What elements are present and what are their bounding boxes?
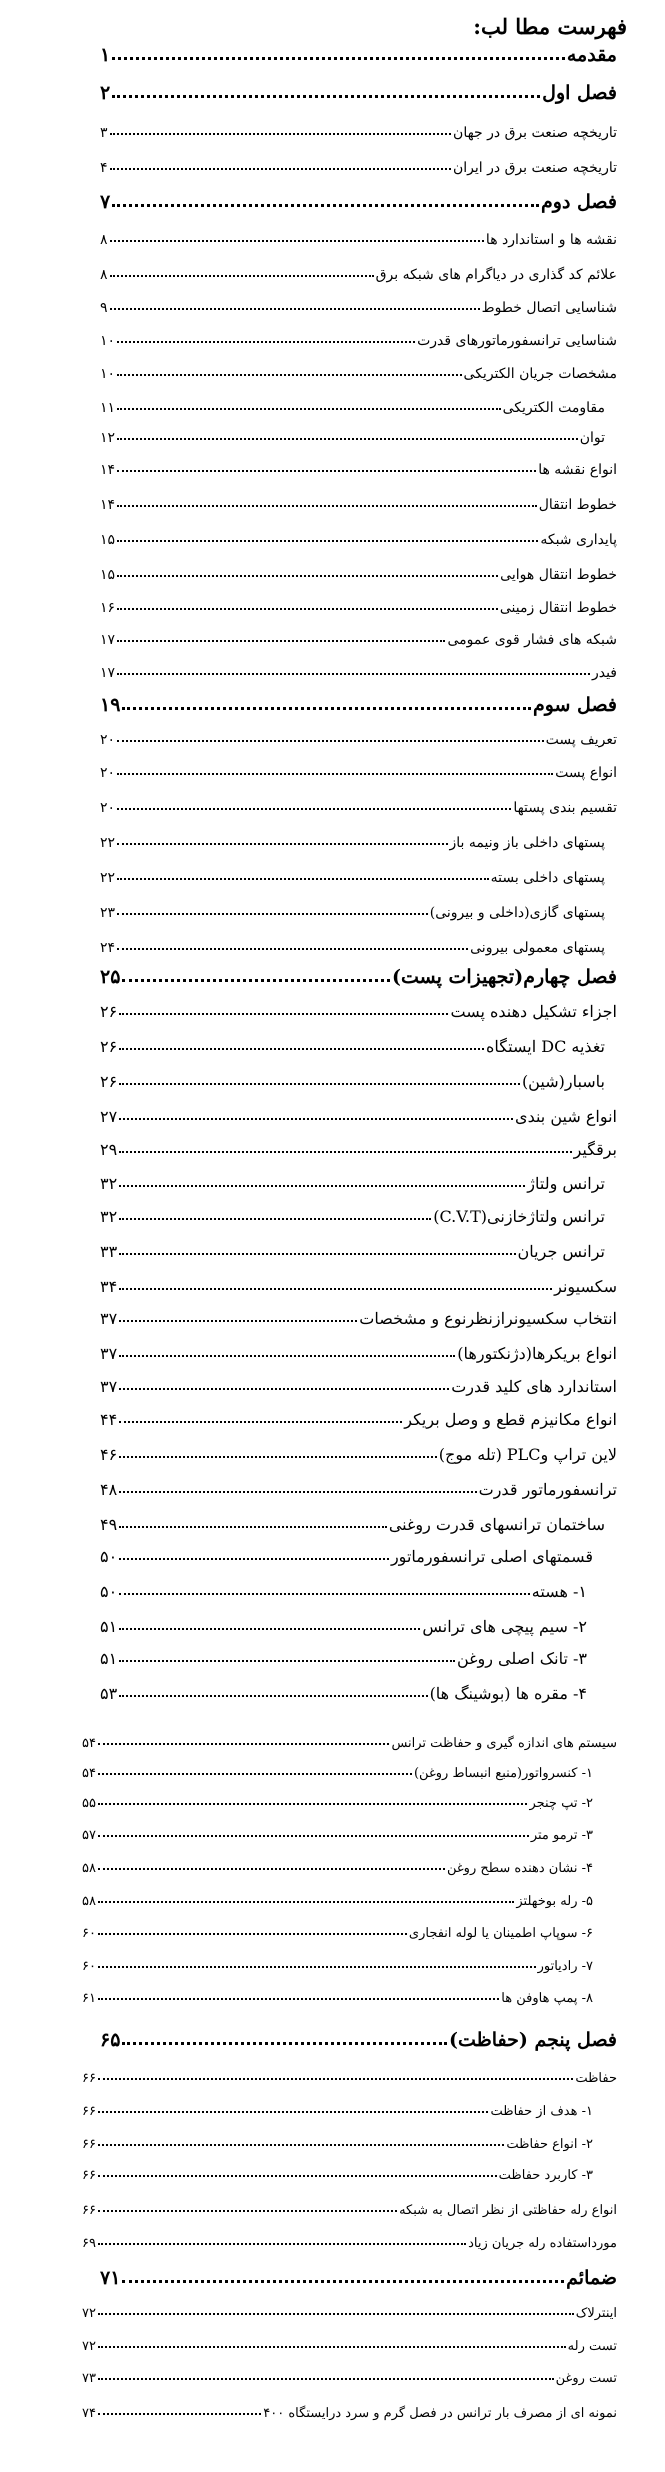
toc-page-number: ۲۶ — [100, 1002, 118, 1021]
toc-entry-title: قسمتهای اصلی ترانسفورماتور — [390, 1547, 593, 1566]
toc-page-number: ۱۵ — [100, 567, 116, 583]
dot-leader — [117, 913, 428, 915]
toc-entry-title: ۲- تپ چنجر — [529, 1796, 593, 1811]
toc-page-number: ۱۷ — [100, 665, 116, 681]
dot-leader — [117, 740, 544, 742]
toc-entry-title: ۴- نشان دهنده سطح روغن — [446, 1861, 593, 1876]
dot-leader — [119, 1628, 420, 1630]
toc-entry-row — [100, 755, 617, 785]
dot-leader — [122, 707, 531, 710]
toc-page-number: ۷ — [100, 191, 111, 213]
toc-entry-title: ۱- هسته — [531, 1582, 587, 1601]
toc-page-number: ۲۰ — [100, 800, 116, 816]
dot-leader — [119, 1660, 455, 1662]
toc-entry-title: انواع رله حفاظتی از نظر اتصال به شبکه — [399, 2203, 617, 2218]
toc-entry-title: ۶- سوپاپ اطمینان یا لوله انفجاری — [408, 1926, 593, 1941]
toc-chapter-row — [100, 187, 617, 217]
toc-entry-title: تغذیه DC ایستگاه — [486, 1037, 605, 1056]
dot-leader — [117, 948, 468, 950]
toc-page-number: ۳۴ — [100, 1277, 118, 1296]
dot-leader — [117, 773, 553, 775]
toc-entry-row — [100, 257, 617, 287]
toc-entry-row — [100, 1642, 587, 1672]
toc-page-number: ۴۴ — [100, 1410, 118, 1429]
toc-page-number: ۲۲ — [100, 870, 116, 886]
toc-entry-title: علائم کد گذاری در دیاگرام های شبکه برق — [375, 267, 617, 283]
toc-entry-row — [100, 390, 605, 420]
toc-entry-title: ۸- پمپ هاوفن ها — [501, 1991, 593, 2006]
dot-leader — [98, 1966, 536, 1968]
toc-entry-title: مشخصات جریان الکتریکی — [463, 366, 617, 382]
toc-entry-title: خطوط انتقال زمینی — [499, 600, 617, 616]
toc-page-number: ۵۰ — [100, 1547, 118, 1566]
dot-leader — [119, 1185, 525, 1187]
toc-page-number: ۲۹ — [100, 1140, 118, 1159]
toc-entry-title: تقسیم بندی پستها — [513, 800, 617, 816]
dot-leader — [122, 979, 390, 982]
toc-page-number: ۶۶ — [82, 2137, 96, 2152]
toc-entry-row — [82, 1850, 593, 1880]
dot-leader — [119, 1355, 455, 1357]
toc-entry-title: ساختمان ترانسهای قدرت روغنی — [388, 1515, 605, 1534]
toc-page-number: ۷۲ — [82, 2339, 96, 2354]
dot-leader — [110, 133, 452, 135]
toc-entry-row — [100, 1337, 617, 1367]
toc-page-number: ۶۰ — [82, 1926, 96, 1941]
toc-entry-row — [100, 860, 605, 890]
toc-entry-title: انواع پست — [555, 765, 617, 781]
dot-leader — [98, 1743, 389, 1745]
dot-leader — [119, 1218, 431, 1220]
toc-entry-row — [100, 790, 617, 820]
toc-page-number: ۱۰ — [100, 366, 116, 382]
toc-page-number: ۵۰ — [100, 1582, 118, 1601]
toc-entry-title: تاریخچه صنعت برق در ایران — [453, 160, 617, 176]
toc-entry-title: انواع نقشه ها — [538, 462, 617, 478]
toc-entry-title: ۳- ترمو متر — [530, 1828, 593, 1843]
toc-page-number: ۳۲ — [100, 1174, 118, 1193]
dot-leader — [117, 608, 498, 610]
toc-title: فهرست مطا لب: — [473, 14, 627, 39]
toc-entry-title: تاریخچه صنعت برق در جهان — [453, 125, 617, 141]
toc-entry-title: انتخاب سکسیونرازنظرنوع و مشخصات — [359, 1309, 617, 1328]
dot-leader — [98, 2346, 566, 2348]
toc-entry-row — [100, 452, 617, 482]
dot-leader — [112, 57, 565, 60]
dot-leader — [119, 1456, 437, 1458]
dot-leader — [117, 808, 511, 810]
toc-entry-row — [100, 290, 617, 320]
toc-page-number: ۹ — [100, 300, 108, 316]
dot-leader — [98, 1803, 527, 1805]
toc-entry-row — [82, 1755, 593, 1785]
dot-leader — [119, 1083, 520, 1085]
toc-page-number: ۵۴ — [82, 1766, 96, 1781]
dot-leader — [110, 240, 484, 242]
toc-entry-row — [82, 1980, 593, 2010]
dot-leader — [98, 2144, 504, 2146]
toc-page-number: ۴۶ — [100, 1445, 118, 1464]
toc-entry-title: ضمائم — [566, 2267, 617, 2289]
toc-entry-title: پستهای معمولی بیرونی — [470, 940, 605, 956]
toc-page-number: ۲ — [100, 82, 111, 104]
dot-leader — [98, 2078, 573, 2080]
toc-page-number: ۴۸ — [100, 1480, 118, 1499]
toc-entry-title: نمونه ای از مصرف بار ترانس در فصل گرم و سرد درایستگاه ۴۰۰ — [263, 2406, 617, 2421]
toc-entry-title: پستهای داخلی بسته — [490, 870, 605, 886]
toc-page-number: ۶۶ — [82, 2203, 96, 2218]
toc-entry-row — [82, 1883, 593, 1913]
toc-entry-row — [100, 1133, 617, 1163]
toc-entry-title: شناسایی ترانسفورماتورهای قدرت — [417, 333, 617, 349]
dot-leader — [98, 1868, 445, 1870]
dot-leader — [117, 878, 489, 880]
toc-page-number: ۷۲ — [82, 2306, 96, 2321]
toc-chapter-row — [100, 690, 617, 720]
toc-entry-title: ترانسفورماتور قدرت — [478, 1480, 617, 1499]
toc-entry-title: برقگیر — [573, 1140, 617, 1159]
toc-entry-title: تست رله — [567, 2339, 617, 2354]
toc-page-number: ۲۳ — [100, 905, 116, 921]
toc-entry-title: ۴- مقره ها (بوشینگ ها) — [429, 1684, 587, 1703]
toc-entry-row — [82, 2395, 617, 2425]
toc-entry-title: نقشه ها و استاندارد ها — [485, 232, 617, 248]
toc-entry-title: ترانس ولتاژخازنی(C.V.T) — [433, 1207, 605, 1226]
toc-entry-title: ۳- تانک اصلی روغن — [456, 1649, 587, 1668]
dot-leader — [119, 1288, 552, 1290]
dot-leader — [119, 1118, 513, 1120]
toc-page-number: ۵۱ — [100, 1649, 118, 1668]
dot-leader — [119, 1320, 357, 1322]
dot-leader — [98, 2313, 574, 2315]
toc-entry-title: انواع مکانیزم قطع و وصل بریکر — [404, 1410, 617, 1429]
dot-leader — [119, 1013, 448, 1015]
toc-page-number: ۷۳ — [82, 2371, 96, 2386]
dot-leader — [117, 341, 415, 343]
toc-page-number: ۸ — [100, 267, 108, 283]
dot-leader — [119, 1253, 515, 1255]
dot-leader — [119, 1491, 476, 1493]
dot-leader — [98, 1901, 514, 1903]
toc-entry-title: فصل دوم — [541, 191, 617, 213]
toc-entry-row — [82, 2328, 617, 2358]
toc-entry-title: انواع شین بندی — [515, 1107, 617, 1126]
toc-entry-title: فصل سوم — [532, 694, 617, 716]
toc-entry-row — [100, 115, 617, 145]
toc-chapter-row — [100, 40, 617, 70]
toc-page-number: ۵۸ — [82, 1894, 96, 1909]
toc-page-number: ۲۰ — [100, 765, 116, 781]
toc-entry-row — [82, 1817, 593, 1847]
toc-entry-row — [100, 1508, 605, 1538]
toc-entry-title: ترانس ولتاژ — [527, 1174, 605, 1193]
toc-page-number: ۲۰ — [100, 732, 116, 748]
toc-entry-row — [100, 1270, 617, 1300]
toc-entry-row — [82, 1915, 593, 1945]
toc-entry-row — [100, 1235, 605, 1265]
toc-entry-title: اینترلاک — [575, 2306, 617, 2321]
toc-entry-row — [100, 1065, 605, 1095]
toc-entry-title: لاین تراپ وPLC (تله موج) — [438, 1445, 617, 1464]
toc-page-number: ۱ — [100, 44, 111, 66]
toc-page-number: ۱۶ — [100, 600, 116, 616]
toc-page-number: ۱۴ — [100, 462, 116, 478]
dot-leader — [98, 1998, 499, 2000]
toc-page-number: ۲۴ — [100, 940, 116, 956]
toc-entry-title: ۲- انواع حفاظت — [506, 2137, 593, 2152]
toc-page-number: ۶۰ — [82, 1959, 96, 1974]
toc-entry-title: شناسایی اتصال خطوط — [481, 300, 617, 316]
dot-leader — [117, 540, 538, 542]
toc-entry-title: مورداستفاده رله جریان زیاد — [468, 2236, 617, 2251]
dot-leader — [98, 2111, 489, 2113]
toc-page-number: ۲۵ — [100, 966, 121, 988]
toc-page-number: ۳۲ — [100, 1207, 118, 1226]
dot-leader — [112, 95, 540, 98]
toc-page-number: ۵۱ — [100, 1617, 118, 1636]
toc-entry-title: ۱- کنسرواتور(منبع انبساط روغن) — [413, 1766, 593, 1781]
dot-leader — [117, 843, 447, 845]
toc-entry-row — [100, 1167, 605, 1197]
toc-entry-row — [100, 895, 605, 925]
toc-entry-row — [82, 2093, 593, 2123]
toc-page-number: ۶۶ — [82, 2071, 96, 2086]
toc-entry-title: مقاومت الکتریکی — [502, 400, 605, 416]
toc-entry-row — [82, 2157, 593, 2187]
toc-entry-row — [82, 1948, 593, 1978]
toc-page-number: ۳۷ — [100, 1309, 118, 1328]
toc-entry-row — [100, 1610, 587, 1640]
toc-page-number: ۶۹ — [82, 2236, 96, 2251]
toc-page-number: ۴ — [100, 160, 108, 176]
toc-entry-title: فصل اول — [542, 82, 617, 104]
toc-entry-row — [100, 995, 617, 1025]
dot-leader — [119, 1558, 389, 1560]
dot-leader — [122, 2280, 564, 2283]
dot-leader — [98, 2175, 497, 2177]
dot-leader — [117, 438, 578, 440]
toc-page-number: ۲۲ — [100, 835, 116, 851]
toc-page-number: ۲۶ — [100, 1072, 118, 1091]
toc-entry-row — [82, 2126, 593, 2156]
toc-page-number: ۶۱ — [82, 1991, 96, 2006]
toc-chapter-row — [100, 2263, 617, 2293]
toc-entry-row — [82, 2360, 617, 2390]
toc-entry-title: توان — [579, 430, 605, 446]
toc-page-number: ۷۴ — [82, 2406, 96, 2421]
toc-entry-row — [100, 1370, 617, 1400]
dot-leader — [117, 640, 445, 642]
toc-entry-title: اجزاء تشکیل دهنده پست — [450, 1002, 617, 1021]
dot-leader — [98, 2210, 397, 2212]
toc-entry-title: فصل چهارم(تجهیزات پست) — [392, 966, 617, 988]
toc-entry-title: ترانس جریان — [517, 1242, 605, 1261]
toc-entry-title: پستهای گازی(داخلی و بیرونی) — [429, 905, 605, 921]
dot-leader — [119, 1048, 484, 1050]
toc-page-number: ۱۷ — [100, 632, 116, 648]
dot-leader — [117, 470, 536, 472]
toc-entry-row — [100, 1438, 617, 1468]
toc-entry-row — [100, 420, 605, 450]
toc-entry-row — [82, 2225, 617, 2255]
dot-leader — [122, 2042, 447, 2045]
toc-entry-row — [100, 1403, 617, 1433]
toc-page-number: ۷۱ — [100, 2267, 121, 2289]
toc-entry-title: ۵- رله بوخهلتز — [516, 1894, 593, 1909]
toc-entry-row — [100, 1473, 617, 1503]
toc-entry-row — [100, 622, 617, 652]
dot-leader — [119, 1593, 530, 1595]
toc-entry-title: پستهای داخلی باز ونیمه باز — [449, 835, 605, 851]
toc-entry-title: شبکه های فشار قوی عمومی — [447, 632, 617, 648]
dot-leader — [117, 575, 498, 577]
toc-page-number: ۶۶ — [82, 2168, 96, 2183]
toc-entry-row — [100, 655, 617, 685]
toc-entry-row — [100, 1200, 605, 1230]
toc-page-number: ۳ — [100, 125, 108, 141]
toc-entry-title: مقدمه — [566, 44, 617, 66]
dot-leader — [117, 408, 501, 410]
dot-leader — [119, 1388, 449, 1390]
dot-leader — [98, 1933, 407, 1935]
dot-leader — [119, 1526, 387, 1528]
toc-page-number: ۸ — [100, 232, 108, 248]
toc-page-number: ۶۵ — [100, 2029, 121, 2051]
toc-page-number: ۱۹ — [100, 694, 121, 716]
toc-entry-row — [100, 1575, 587, 1605]
toc-entry-row — [82, 2060, 617, 2090]
toc-page-number: ۲۶ — [100, 1037, 118, 1056]
toc-entry-title: حفاظت — [575, 2071, 617, 2086]
toc-entry-row — [100, 222, 617, 252]
dot-leader — [110, 275, 374, 277]
toc-entry-row — [82, 1725, 617, 1755]
toc-page-number: ۵۷ — [82, 1828, 96, 1843]
toc-entry-title: سکسیونر — [554, 1277, 617, 1296]
dot-leader — [110, 168, 451, 170]
toc-entry-row — [82, 2295, 617, 2325]
toc-entry-title: خطوط انتقال — [538, 497, 617, 513]
toc-entry-title: ۲- سیم پیچی های ترانس — [422, 1617, 587, 1636]
toc-entry-title: باسبار(شین) — [521, 1072, 605, 1091]
toc-chapter-row — [100, 962, 617, 992]
toc-page-number: ۵۳ — [100, 1684, 118, 1703]
toc-page-number: ۵۴ — [82, 1736, 96, 1751]
toc-page-number: ۶۶ — [82, 2104, 96, 2119]
toc-chapter-row — [100, 78, 617, 108]
toc-entry-title: ۳- کاربرد حفاظت — [498, 2168, 593, 2183]
toc-entry-title: ۷- رادیاتور — [537, 1959, 593, 1974]
dot-leader — [117, 374, 461, 376]
dot-leader — [117, 673, 590, 675]
dot-leader — [112, 204, 539, 207]
toc-chapter-row — [100, 2025, 617, 2055]
toc-page-number: ۱۱ — [100, 400, 116, 416]
toc-entry-title: فیدر — [591, 665, 617, 681]
toc-entry-title: ۱- هدف از حفاظت — [490, 2104, 593, 2119]
toc-entry-row — [100, 522, 617, 552]
toc-page-number: ۵۵ — [82, 1796, 96, 1811]
toc-entry-row — [82, 2192, 617, 2222]
dot-leader — [98, 2413, 261, 2415]
dot-leader — [98, 1835, 529, 1837]
dot-leader — [98, 2243, 466, 2245]
toc-entry-row — [100, 323, 617, 353]
toc-entry-row — [100, 1677, 587, 1707]
dot-leader — [110, 308, 480, 310]
toc-page-number: ۱۴ — [100, 497, 116, 513]
toc-page-number: ۱۲ — [100, 430, 116, 446]
dot-leader — [117, 505, 537, 507]
toc-entry-title: خطوط انتقال هوایی — [500, 567, 617, 583]
toc-page-number: ۳۳ — [100, 1242, 118, 1261]
dot-leader — [98, 1773, 412, 1775]
toc-entry-row — [100, 1540, 593, 1570]
dot-leader — [119, 1421, 402, 1423]
toc-entry-row — [100, 356, 617, 386]
toc-page-number: ۱۰ — [100, 333, 116, 349]
toc-page-number: ۲۷ — [100, 1107, 118, 1126]
dot-leader — [98, 2378, 554, 2380]
toc-entry-row — [100, 150, 617, 180]
dot-leader — [119, 1151, 571, 1153]
toc-entry-title: سیستم های اندازه گیری و حفاظت ترانس — [391, 1736, 617, 1751]
toc-entry-title: تعریف پست — [545, 732, 617, 748]
toc-entry-row — [100, 557, 617, 587]
toc-page-number: ۱۵ — [100, 532, 116, 548]
toc-entry-row — [100, 722, 617, 752]
toc-entry-row — [100, 930, 605, 960]
toc-entry-row — [100, 1030, 605, 1060]
toc-page-number: ۴۹ — [100, 1515, 118, 1534]
toc-entry-row — [82, 1785, 593, 1815]
toc-entry-row — [100, 590, 617, 620]
toc-entry-row — [100, 487, 617, 517]
toc-entry-title: استاندارد های کلید قدرت — [451, 1377, 617, 1396]
toc-entry-row — [100, 1302, 617, 1332]
toc-entry-title: فصل پنجم (حفاظت) — [448, 2029, 617, 2051]
toc-entry-row — [100, 825, 605, 855]
toc-page-number: ۳۷ — [100, 1377, 118, 1396]
toc-page-number: ۳۷ — [100, 1344, 118, 1363]
toc-entry-title: تست روغن — [555, 2371, 617, 2386]
toc-page-number: ۵۸ — [82, 1861, 96, 1876]
toc-entry-row — [100, 1100, 617, 1130]
toc-entry-title: پایداری شبکه — [540, 532, 617, 548]
dot-leader — [119, 1695, 427, 1697]
toc-entry-title: انواع بریکرها(دژنکتورها) — [457, 1344, 617, 1363]
